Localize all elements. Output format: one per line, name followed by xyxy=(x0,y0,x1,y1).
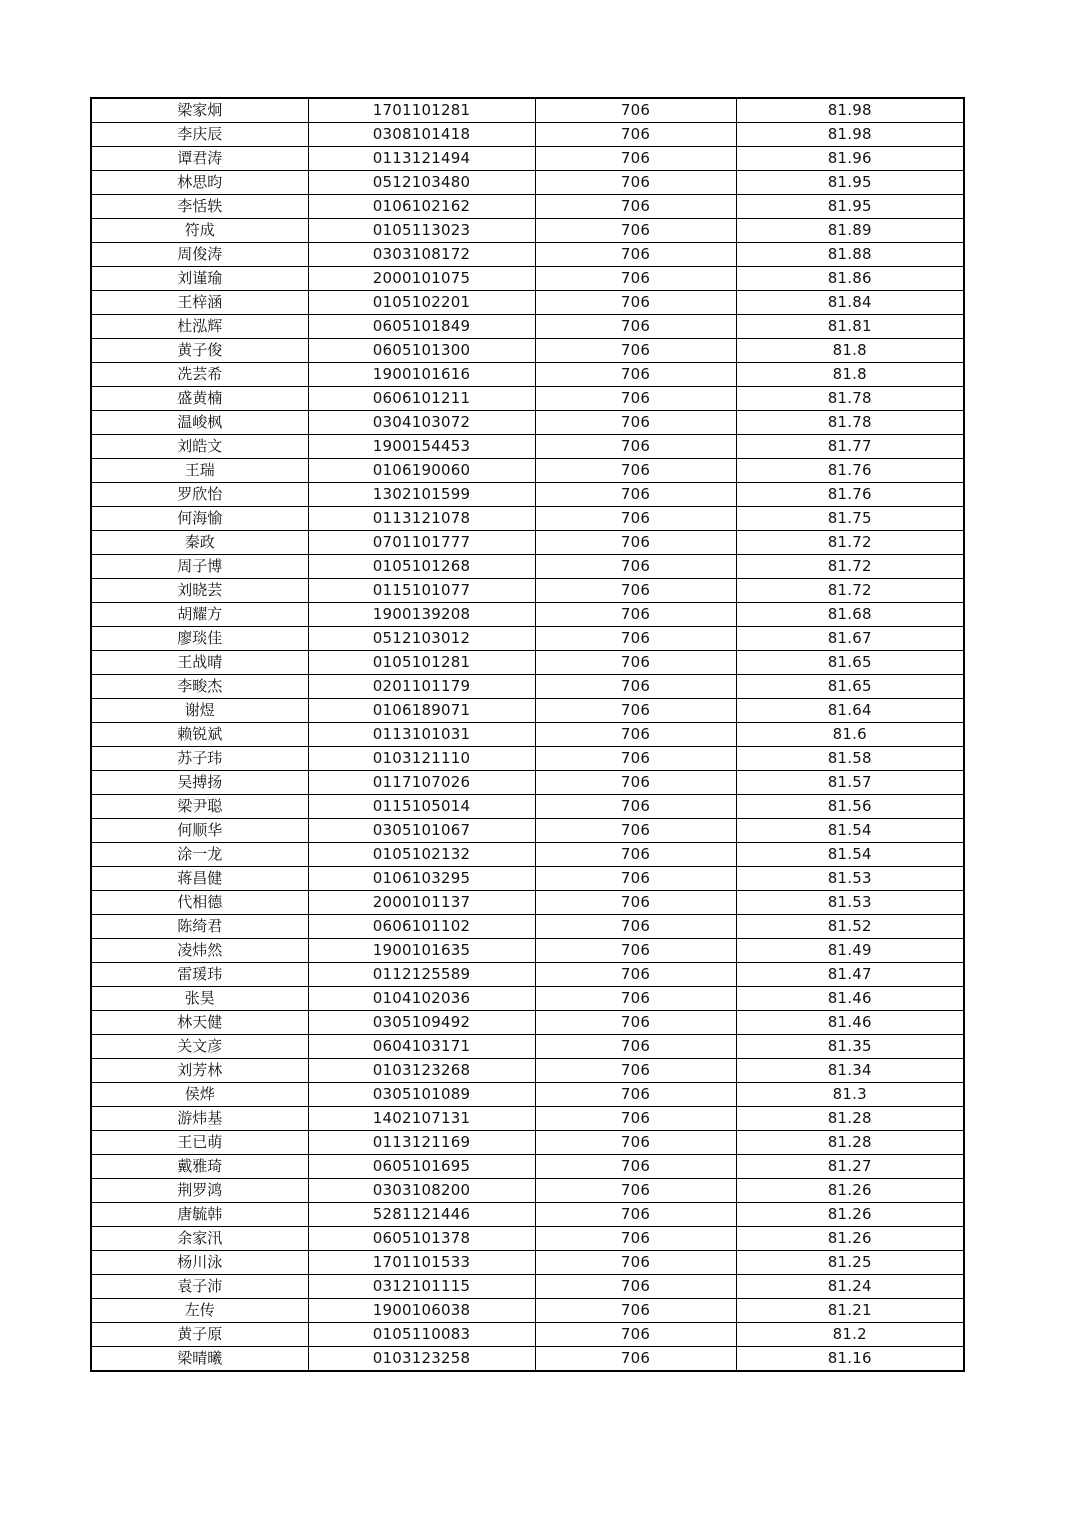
code-cell: 706 xyxy=(535,627,736,651)
id-cell: 0604103171 xyxy=(308,1035,535,1059)
score-cell: 81.8 xyxy=(736,363,964,387)
score-cell: 81.53 xyxy=(736,867,964,891)
code-cell: 706 xyxy=(535,243,736,267)
name-cell: 王战晴 xyxy=(91,651,308,675)
code-cell: 706 xyxy=(535,1251,736,1275)
table-row xyxy=(91,1203,964,1227)
code-cell: 706 xyxy=(535,963,736,987)
id-cell: 0105102201 xyxy=(308,291,535,315)
id-cell: 0305101089 xyxy=(308,1083,535,1107)
id-cell: 0115101077 xyxy=(308,579,535,603)
name-cell: 杜泓辉 xyxy=(91,315,308,339)
id-cell: 1900154453 xyxy=(308,435,535,459)
table-row xyxy=(91,795,964,819)
score-cell: 81.95 xyxy=(736,171,964,195)
score-cell: 81.72 xyxy=(736,555,964,579)
name-cell: 周子博 xyxy=(91,555,308,579)
code-cell: 706 xyxy=(535,867,736,891)
name-cell: 蒋昌健 xyxy=(91,867,308,891)
id-cell: 0201101179 xyxy=(308,675,535,699)
name-cell: 何顺华 xyxy=(91,819,308,843)
table-row xyxy=(91,315,964,339)
score-cell: 81.76 xyxy=(736,459,964,483)
name-cell: 林思昀 xyxy=(91,171,308,195)
name-cell: 杨川泳 xyxy=(91,1251,308,1275)
score-cell: 81.89 xyxy=(736,219,964,243)
code-cell: 706 xyxy=(535,1011,736,1035)
code-cell: 706 xyxy=(535,507,736,531)
id-cell: 0106189071 xyxy=(308,699,535,723)
code-cell: 706 xyxy=(535,315,736,339)
id-cell: 1302101599 xyxy=(308,483,535,507)
score-cell: 81.35 xyxy=(736,1035,964,1059)
code-cell: 706 xyxy=(535,939,736,963)
name-cell: 符成 xyxy=(91,219,308,243)
name-cell: 盛黄楠 xyxy=(91,387,308,411)
code-cell: 706 xyxy=(535,1323,736,1347)
code-cell: 706 xyxy=(535,1203,736,1227)
id-cell: 0305109492 xyxy=(308,1011,535,1035)
score-cell: 81.57 xyxy=(736,771,964,795)
score-cell: 81.95 xyxy=(736,195,964,219)
table-row xyxy=(91,459,964,483)
score-cell: 81.16 xyxy=(736,1347,964,1372)
id-cell: 0701101777 xyxy=(308,531,535,555)
code-cell: 706 xyxy=(535,1107,736,1131)
id-cell: 0105101268 xyxy=(308,555,535,579)
name-cell: 戴雅琦 xyxy=(91,1155,308,1179)
code-cell: 706 xyxy=(535,651,736,675)
table-row xyxy=(91,723,964,747)
score-cell: 81.56 xyxy=(736,795,964,819)
score-cell: 81.68 xyxy=(736,603,964,627)
name-cell: 刘芳林 xyxy=(91,1059,308,1083)
id-cell: 2000101075 xyxy=(308,267,535,291)
code-cell: 706 xyxy=(535,1227,736,1251)
code-cell: 706 xyxy=(535,771,736,795)
name-cell: 黄子原 xyxy=(91,1323,308,1347)
table-row xyxy=(91,1275,964,1299)
id-cell: 1402107131 xyxy=(308,1107,535,1131)
code-cell: 706 xyxy=(535,1131,736,1155)
id-cell: 1900101616 xyxy=(308,363,535,387)
code-cell: 706 xyxy=(535,699,736,723)
id-cell: 1900139208 xyxy=(308,603,535,627)
id-cell: 0106102162 xyxy=(308,195,535,219)
name-cell: 荆罗鸿 xyxy=(91,1179,308,1203)
table-row xyxy=(91,1107,964,1131)
table-row xyxy=(91,843,964,867)
table-row xyxy=(91,987,964,1011)
name-cell: 梁尹聪 xyxy=(91,795,308,819)
table-row xyxy=(91,771,964,795)
table-row xyxy=(91,1299,964,1323)
code-cell: 706 xyxy=(535,795,736,819)
id-cell: 0512103012 xyxy=(308,627,535,651)
score-cell: 81.64 xyxy=(736,699,964,723)
id-cell: 0106190060 xyxy=(308,459,535,483)
name-cell: 秦政 xyxy=(91,531,308,555)
name-cell: 谭君涛 xyxy=(91,147,308,171)
table-row xyxy=(91,1035,964,1059)
code-cell: 706 xyxy=(535,1155,736,1179)
name-cell: 吴搏扬 xyxy=(91,771,308,795)
id-cell: 0103121110 xyxy=(308,747,535,771)
code-cell: 706 xyxy=(535,363,736,387)
table-row xyxy=(91,579,964,603)
name-cell: 黄子俊 xyxy=(91,339,308,363)
name-cell: 袁子沛 xyxy=(91,1275,308,1299)
id-cell: 0115105014 xyxy=(308,795,535,819)
code-cell: 706 xyxy=(535,123,736,147)
id-cell: 0303108200 xyxy=(308,1179,535,1203)
code-cell: 706 xyxy=(535,579,736,603)
score-cell: 81.21 xyxy=(736,1299,964,1323)
name-cell: 余家汛 xyxy=(91,1227,308,1251)
name-cell: 刘晓芸 xyxy=(91,579,308,603)
table-row xyxy=(91,171,964,195)
id-cell: 0105101281 xyxy=(308,651,535,675)
code-cell: 706 xyxy=(535,1347,736,1372)
score-cell: 81.76 xyxy=(736,483,964,507)
name-cell: 涂一龙 xyxy=(91,843,308,867)
table-row xyxy=(91,867,964,891)
score-cell: 81.84 xyxy=(736,291,964,315)
table-row xyxy=(91,1059,964,1083)
code-cell: 706 xyxy=(535,915,736,939)
code-cell: 706 xyxy=(535,1275,736,1299)
table-row xyxy=(91,1323,964,1347)
id-cell: 0304103072 xyxy=(308,411,535,435)
id-cell: 0104102036 xyxy=(308,987,535,1011)
code-cell: 706 xyxy=(535,1059,736,1083)
score-cell: 81.72 xyxy=(736,579,964,603)
name-cell: 张昊 xyxy=(91,987,308,1011)
id-cell: 0606101102 xyxy=(308,915,535,939)
id-cell: 0106103295 xyxy=(308,867,535,891)
name-cell: 雷瑗玮 xyxy=(91,963,308,987)
table-row xyxy=(91,939,964,963)
table-row xyxy=(91,98,964,123)
table-row xyxy=(91,339,964,363)
code-cell: 706 xyxy=(535,411,736,435)
name-cell: 苏子玮 xyxy=(91,747,308,771)
code-cell: 706 xyxy=(535,843,736,867)
score-cell: 81.3 xyxy=(736,1083,964,1107)
table-row xyxy=(91,1227,964,1251)
table-row xyxy=(91,963,964,987)
table-row xyxy=(91,483,964,507)
id-cell: 1900101635 xyxy=(308,939,535,963)
name-cell: 谢煜 xyxy=(91,699,308,723)
score-cell: 81.72 xyxy=(736,531,964,555)
code-cell: 706 xyxy=(535,195,736,219)
id-cell: 0113121078 xyxy=(308,507,535,531)
name-cell: 林天健 xyxy=(91,1011,308,1035)
score-cell: 81.77 xyxy=(736,435,964,459)
table-row xyxy=(91,219,964,243)
table-row xyxy=(91,747,964,771)
id-cell: 0305101067 xyxy=(308,819,535,843)
code-cell: 706 xyxy=(535,531,736,555)
code-cell: 706 xyxy=(535,387,736,411)
score-cell: 81.67 xyxy=(736,627,964,651)
table-row xyxy=(91,195,964,219)
table-row xyxy=(91,243,964,267)
code-cell: 706 xyxy=(535,1035,736,1059)
code-cell: 706 xyxy=(535,1083,736,1107)
table-row xyxy=(91,291,964,315)
name-cell: 凌炜然 xyxy=(91,939,308,963)
id-cell: 0605101378 xyxy=(308,1227,535,1251)
score-cell: 81.46 xyxy=(736,1011,964,1035)
code-cell: 706 xyxy=(535,603,736,627)
table-row xyxy=(91,675,964,699)
code-cell: 706 xyxy=(535,747,736,771)
score-cell: 81.8 xyxy=(736,339,964,363)
score-cell: 81.54 xyxy=(736,843,964,867)
score-cell: 81.24 xyxy=(736,1275,964,1299)
id-cell: 0105113023 xyxy=(308,219,535,243)
score-cell: 81.88 xyxy=(736,243,964,267)
score-cell: 81.98 xyxy=(736,98,964,123)
score-cell: 81.81 xyxy=(736,315,964,339)
id-cell: 5281121446 xyxy=(308,1203,535,1227)
id-cell: 0303108172 xyxy=(308,243,535,267)
score-cell: 81.28 xyxy=(736,1131,964,1155)
id-cell: 0103123268 xyxy=(308,1059,535,1083)
code-cell: 706 xyxy=(535,1179,736,1203)
id-cell: 0117107026 xyxy=(308,771,535,795)
table-row xyxy=(91,1155,964,1179)
name-cell: 温峻枫 xyxy=(91,411,308,435)
table-row xyxy=(91,891,964,915)
id-cell: 1701101281 xyxy=(308,98,535,123)
id-cell: 1701101533 xyxy=(308,1251,535,1275)
table-row xyxy=(91,1347,964,1372)
code-cell: 706 xyxy=(535,891,736,915)
name-cell: 何海愉 xyxy=(91,507,308,531)
name-cell: 刘谨瑜 xyxy=(91,267,308,291)
code-cell: 706 xyxy=(535,483,736,507)
name-cell: 左传 xyxy=(91,1299,308,1323)
id-cell: 1900106038 xyxy=(308,1299,535,1323)
table-row xyxy=(91,411,964,435)
id-cell: 0105102132 xyxy=(308,843,535,867)
name-cell: 周俊涛 xyxy=(91,243,308,267)
code-cell: 706 xyxy=(535,723,736,747)
score-table xyxy=(90,97,965,1372)
score-cell: 81.26 xyxy=(736,1227,964,1251)
table-row xyxy=(91,123,964,147)
score-cell: 81.47 xyxy=(736,963,964,987)
name-cell: 陈绮君 xyxy=(91,915,308,939)
table-row xyxy=(91,603,964,627)
id-cell: 0605101695 xyxy=(308,1155,535,1179)
score-cell: 81.25 xyxy=(736,1251,964,1275)
name-cell: 梁晴曦 xyxy=(91,1347,308,1372)
name-cell: 李庆辰 xyxy=(91,123,308,147)
table-row xyxy=(91,1131,964,1155)
table-row xyxy=(91,819,964,843)
code-cell: 706 xyxy=(535,819,736,843)
score-cell: 81.49 xyxy=(736,939,964,963)
table-row xyxy=(91,387,964,411)
score-cell: 81.26 xyxy=(736,1179,964,1203)
id-cell: 0112125589 xyxy=(308,963,535,987)
table-row xyxy=(91,915,964,939)
code-cell: 706 xyxy=(535,339,736,363)
score-cell: 81.26 xyxy=(736,1203,964,1227)
table-row xyxy=(91,651,964,675)
table-row xyxy=(91,1011,964,1035)
table-row xyxy=(91,531,964,555)
score-cell: 81.54 xyxy=(736,819,964,843)
code-cell: 706 xyxy=(535,1299,736,1323)
code-cell: 706 xyxy=(535,987,736,1011)
table-row xyxy=(91,1083,964,1107)
name-cell: 代相德 xyxy=(91,891,308,915)
name-cell: 廖琰佳 xyxy=(91,627,308,651)
score-cell: 81.96 xyxy=(736,147,964,171)
name-cell: 李畯杰 xyxy=(91,675,308,699)
score-cell: 81.58 xyxy=(736,747,964,771)
score-cell: 81.86 xyxy=(736,267,964,291)
name-cell: 刘皓文 xyxy=(91,435,308,459)
name-cell: 赖锐斌 xyxy=(91,723,308,747)
code-cell: 706 xyxy=(535,98,736,123)
name-cell: 游炜基 xyxy=(91,1107,308,1131)
id-cell: 0113101031 xyxy=(308,723,535,747)
name-cell: 王已萌 xyxy=(91,1131,308,1155)
table-row xyxy=(91,435,964,459)
code-cell: 706 xyxy=(535,267,736,291)
score-cell: 81.65 xyxy=(736,675,964,699)
id-cell: 0105110083 xyxy=(308,1323,535,1347)
id-cell: 0308101418 xyxy=(308,123,535,147)
id-cell: 0113121494 xyxy=(308,147,535,171)
name-cell: 王瑞 xyxy=(91,459,308,483)
score-cell: 81.75 xyxy=(736,507,964,531)
score-cell: 81.2 xyxy=(736,1323,964,1347)
table-row xyxy=(91,507,964,531)
id-cell: 0312101115 xyxy=(308,1275,535,1299)
score-table-body xyxy=(91,98,964,1371)
name-cell: 侯烨 xyxy=(91,1083,308,1107)
name-cell: 唐毓韩 xyxy=(91,1203,308,1227)
score-cell: 81.52 xyxy=(736,915,964,939)
id-cell: 2000101137 xyxy=(308,891,535,915)
id-cell: 0606101211 xyxy=(308,387,535,411)
table-row xyxy=(91,1251,964,1275)
name-cell: 王梓涵 xyxy=(91,291,308,315)
score-cell: 81.46 xyxy=(736,987,964,1011)
name-cell: 罗欣怡 xyxy=(91,483,308,507)
code-cell: 706 xyxy=(535,459,736,483)
name-cell: 关文彦 xyxy=(91,1035,308,1059)
score-cell: 81.98 xyxy=(736,123,964,147)
code-cell: 706 xyxy=(535,555,736,579)
name-cell: 胡耀方 xyxy=(91,603,308,627)
id-cell: 0605101300 xyxy=(308,339,535,363)
code-cell: 706 xyxy=(535,291,736,315)
code-cell: 706 xyxy=(535,171,736,195)
score-cell: 81.28 xyxy=(736,1107,964,1131)
table-row xyxy=(91,267,964,291)
id-cell: 0103123258 xyxy=(308,1347,535,1372)
name-cell: 梁家炯 xyxy=(91,98,308,123)
score-cell: 81.78 xyxy=(736,387,964,411)
score-cell: 81.65 xyxy=(736,651,964,675)
code-cell: 706 xyxy=(535,219,736,243)
name-cell: 李恬轶 xyxy=(91,195,308,219)
table-row xyxy=(91,363,964,387)
score-cell: 81.78 xyxy=(736,411,964,435)
table-row xyxy=(91,627,964,651)
code-cell: 706 xyxy=(535,147,736,171)
score-cell: 81.27 xyxy=(736,1155,964,1179)
id-cell: 0512103480 xyxy=(308,171,535,195)
name-cell: 冼芸希 xyxy=(91,363,308,387)
id-cell: 0605101849 xyxy=(308,315,535,339)
score-cell: 81.34 xyxy=(736,1059,964,1083)
score-cell: 81.53 xyxy=(736,891,964,915)
table-row xyxy=(91,699,964,723)
table-row xyxy=(91,1179,964,1203)
code-cell: 706 xyxy=(535,435,736,459)
score-cell: 81.6 xyxy=(736,723,964,747)
table-row xyxy=(91,147,964,171)
code-cell: 706 xyxy=(535,675,736,699)
id-cell: 0113121169 xyxy=(308,1131,535,1155)
table-row xyxy=(91,555,964,579)
